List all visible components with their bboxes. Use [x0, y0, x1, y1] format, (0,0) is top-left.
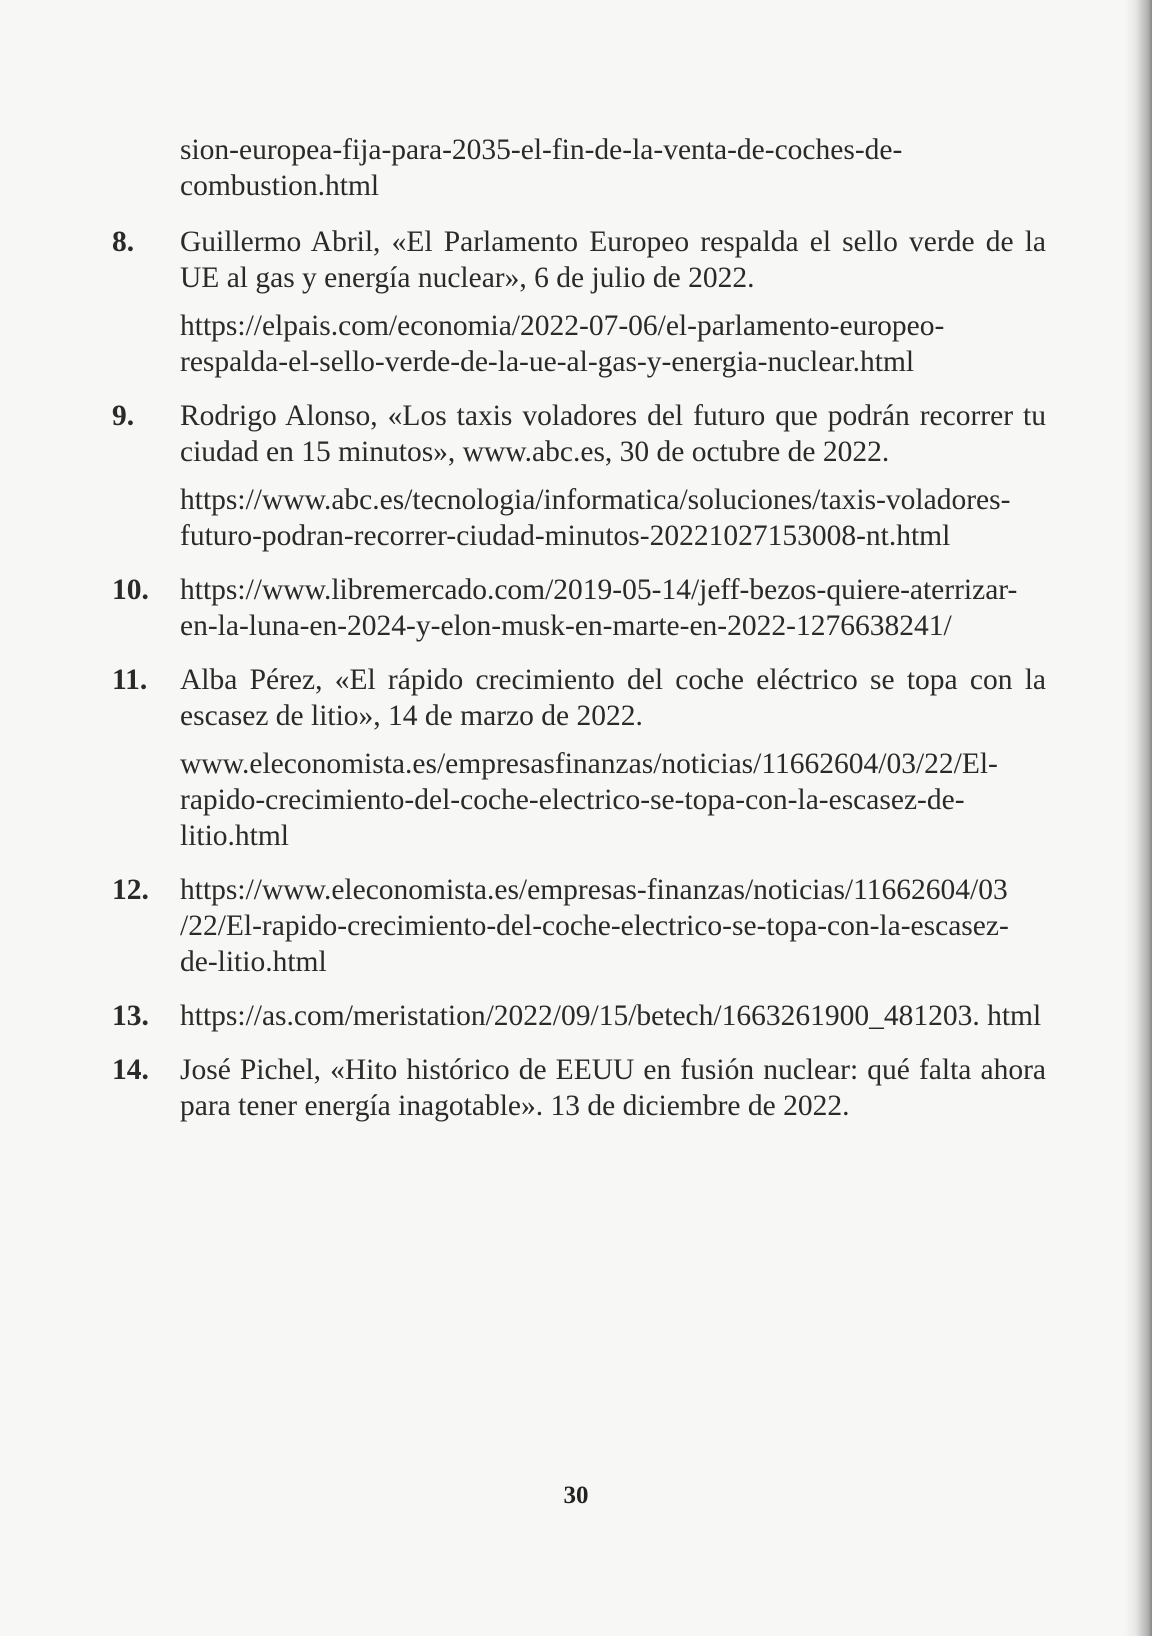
page-number: 30 [563, 1482, 589, 1509]
note-url: www.eleconomista.es/empresasfinanzas/noticias/11662604/03/22/El-rapido-crecimiento-del-coche-electrico-se-topa-con-la-escasez-de-litio.html [180, 748, 998, 852]
note-number: 8. [112, 226, 135, 258]
note-number: 13. [112, 1000, 149, 1032]
note-citation: José Pichel, «Hito histórico de EEUU en fusión nuclear: qué falta ahora para tener energía inagotable». 13 de diciembre de 2022. [180, 1054, 1046, 1122]
note-number: 9. [112, 400, 135, 432]
note-body [180, 224, 1046, 380]
note-number: 11. [112, 664, 148, 696]
continued-url: sion-europea-fija-para-2035-el-fin-de-la-venta-de-coches-de-combustion.html [180, 134, 903, 202]
note-body [180, 662, 1046, 854]
note-url: https://www.abc.es/tecnologia/informatica/soluciones/taxis-voladores-futuro-podran-recorrer-ciudad-minutos-20221027153008-nt.html [180, 484, 1011, 552]
note-14 [112, 1052, 1046, 1124]
note-9 [112, 398, 1046, 554]
note-url: https://elpais.com/economia/2022-07-06/el-parlamento-europeo-respalda-el-sello-verde-de-la-ue-al-gas-y-energia-nuclear.html [180, 310, 945, 378]
note-number: 12. [112, 874, 149, 906]
note-citation: https://www.eleconomista.es/empresas-finanzas/noticias/11662604/03 /22/El-rapido-crecimiento-del-coche-electrico-se-topa-con-la-escasez-de-litio.html [180, 874, 1009, 978]
note-13 [112, 998, 1046, 1034]
endnotes-section [112, 132, 1046, 1142]
note-citation: Alba Pérez, «El rápido crecimiento del coche eléctrico se topa con la escasez de litio», 14 de marzo de 2022. [180, 664, 1046, 732]
note-citation: https://www.libremercado.com/2019-05-14/jeff-bezos-quiere-aterrizar-en-la-luna-en-2024-y-elon-musk-en-marte-en-2022-1276638241/ [180, 574, 1018, 642]
note-10 [112, 572, 1046, 644]
note-12 [112, 872, 1046, 980]
note-citation: Rodrigo Alonso, «Los taxis voladores del futuro que podrán recorrer tu ciudad en 15 minutos», www.abc.es, 30 de octubre de 2022. [180, 400, 1046, 468]
binding-shadow [1124, 0, 1152, 1636]
note-body [180, 998, 1046, 1034]
note-number: 10. [112, 574, 149, 606]
note-11 [112, 662, 1046, 854]
note-body [180, 1052, 1046, 1124]
note-citation: https://as.com/meristation/2022/09/15/betech/1663261900_481203. html [180, 1000, 1042, 1032]
note-8 [112, 224, 1046, 380]
note-body [180, 398, 1046, 554]
note-number: 14. [112, 1054, 149, 1086]
note-body [180, 872, 1046, 980]
note-body [180, 572, 1046, 644]
note-citation: Guillermo Abril, «El Parlamento Europeo respalda el sello verde de la UE al gas y energía nuclear», 6 de julio de 2022. [180, 226, 1046, 294]
